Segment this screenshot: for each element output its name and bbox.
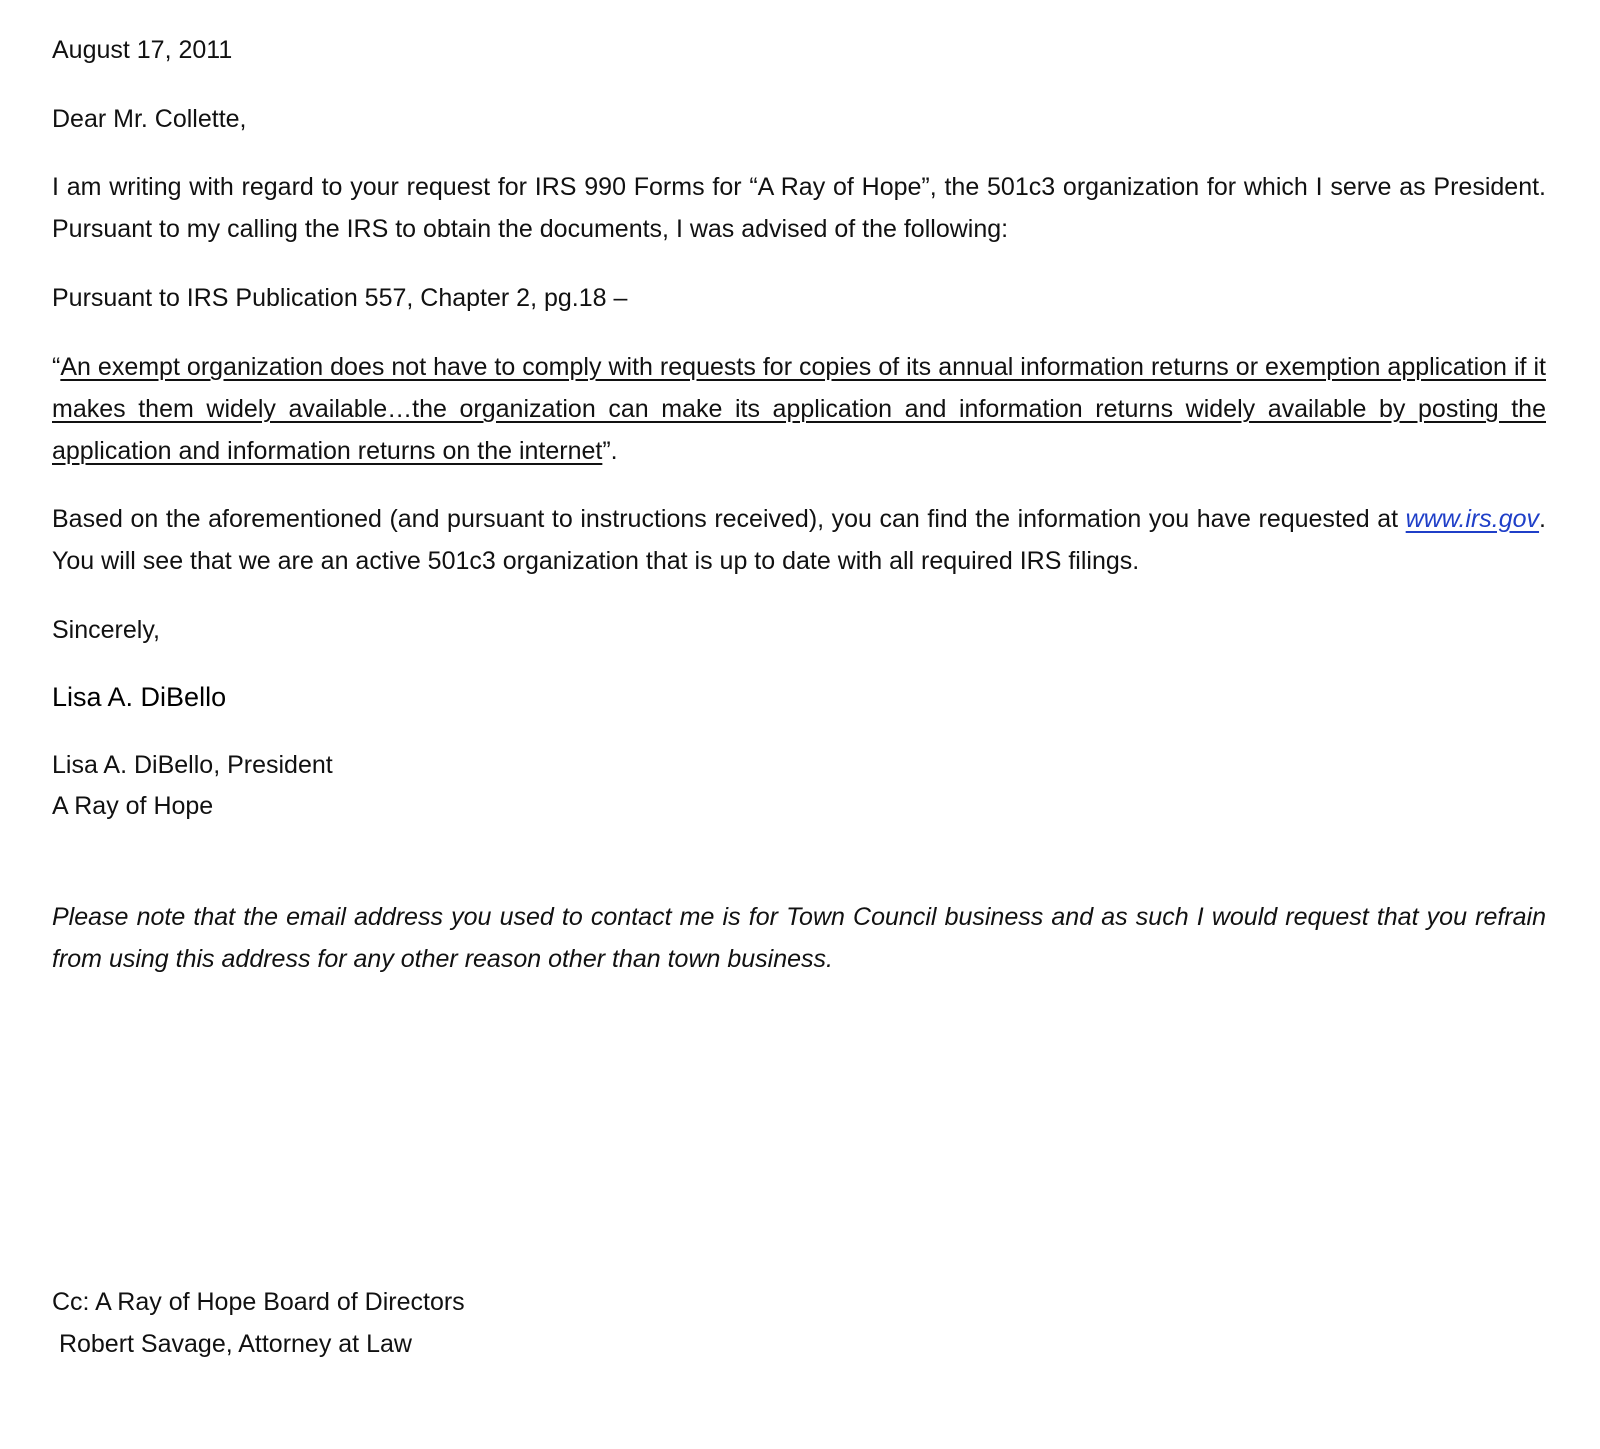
followup-text-before: Based on the aforementioned (and pursuant to instructions received), you can find the information you have requested at <box>52 505 1406 533</box>
cc-line-board: Cc: A Ray of Hope Board of Directors <box>52 1288 465 1316</box>
letter-date: August 17, 2011 <box>52 36 233 64</box>
quote-close-mark: ”. <box>602 437 618 465</box>
irs-link[interactable]: www.irs.gov <box>1405 505 1540 533</box>
followup-text-after: . You will see that we are an active 501c3 organization that is up to date with all required IRS filings. <box>52 505 1546 575</box>
signer-line: Lisa A. DiBello, President <box>52 751 333 779</box>
closing: Sincerely, <box>52 616 160 644</box>
intro-paragraph: I am writing with regard to your request for IRS 990 Forms for “A Ray of Hope”, the 501c3 organization for which I serve as President. Pursuant to my calling the IRS to obtain the documents, I was advised of the following: <box>52 173 1546 243</box>
citation-line: Pursuant to IRS Publication 557, Chapter 2, pg.18 – <box>52 284 628 312</box>
salutation: Dear Mr. Collette, <box>52 105 247 133</box>
organization-line: A Ray of Hope <box>52 792 214 820</box>
cc-line-attorney: Robert Savage, Attorney at Law <box>52 1330 412 1358</box>
quoted-passage <box>52 346 1546 472</box>
quote-open-mark: “ <box>52 353 61 381</box>
email-note: Please note that the email address you used to contact me is for Town Council business and as such I would request that you refrain from using this address for any other reason other than town business. <box>52 903 1546 973</box>
signature: Lisa A. DiBello <box>52 682 227 712</box>
quote-text: An exempt organization does not have to comply with requests for copies of its annual information returns or exemption application if it makes them widely available…the organization can make its application and information returns widely available by posting the application and information returns on the internet <box>52 353 1546 465</box>
followup-paragraph <box>52 498 1546 582</box>
